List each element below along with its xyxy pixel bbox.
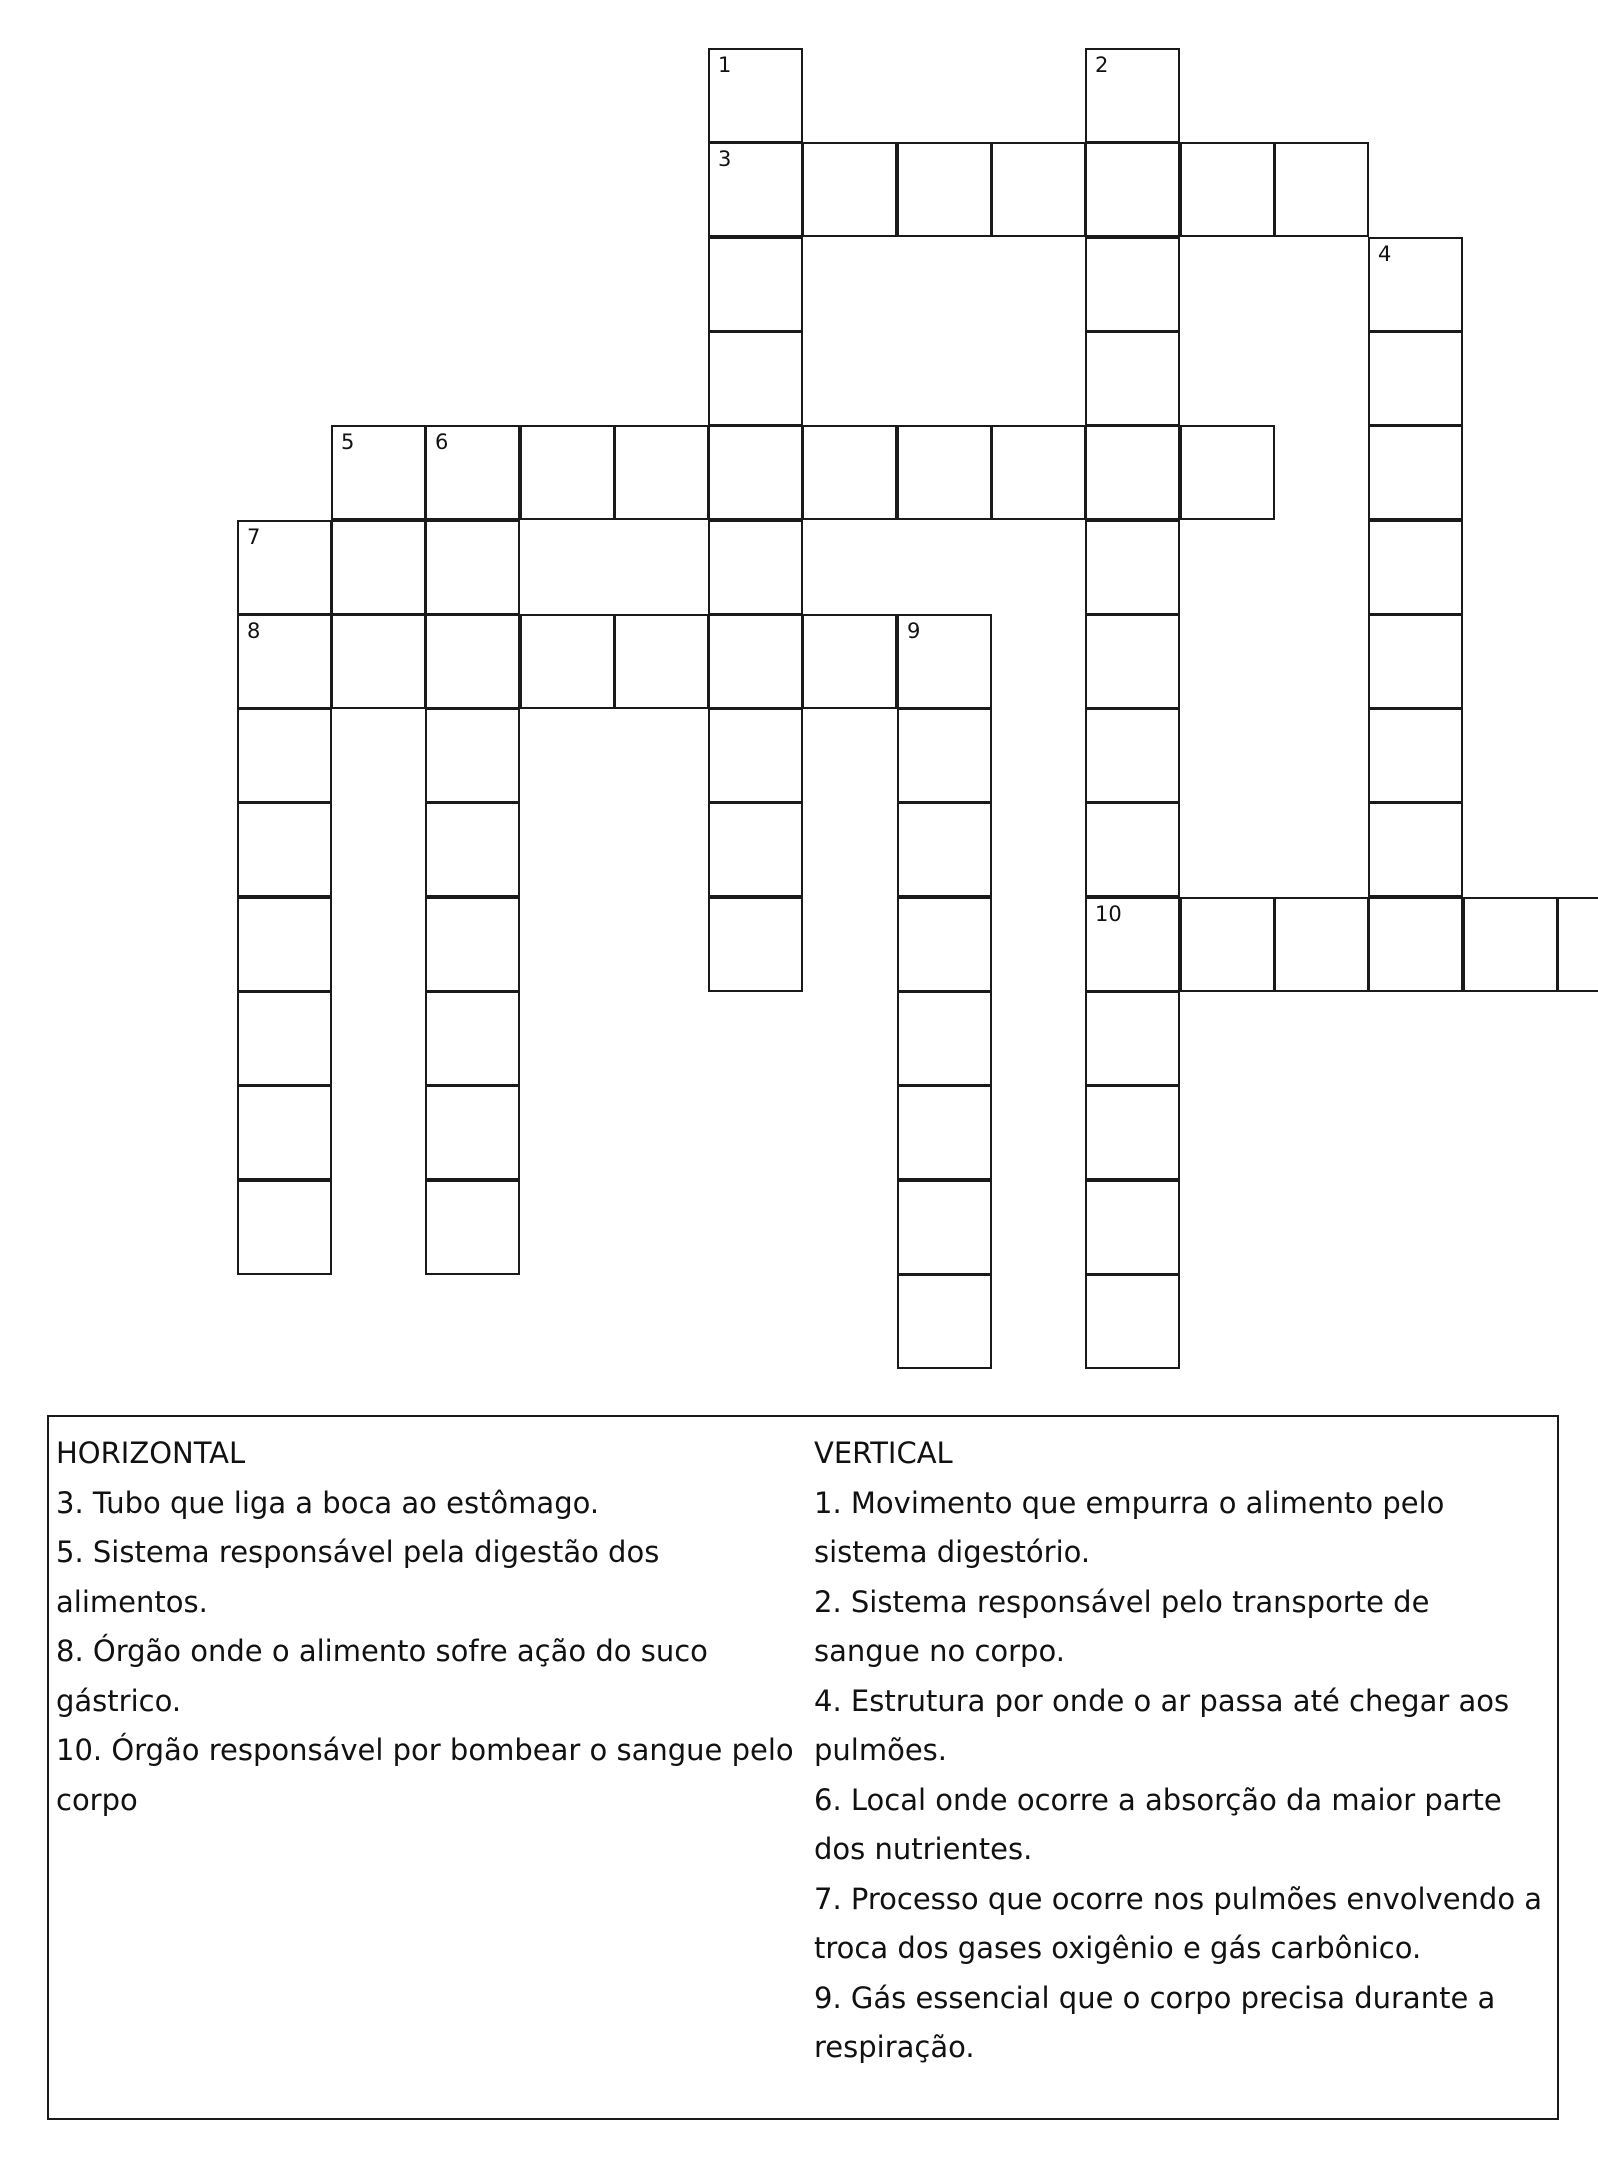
crossword-cell[interactable]: [425, 897, 520, 992]
crossword-cell[interactable]: [708, 331, 803, 426]
crossword-cell[interactable]: [237, 708, 332, 803]
crossword-cell[interactable]: [1085, 1274, 1180, 1369]
crossword-cell[interactable]: [708, 614, 803, 709]
crossword-cell[interactable]: [1085, 802, 1180, 897]
crossword-cell[interactable]: [802, 142, 897, 237]
crossword-cell[interactable]: [1085, 48, 1180, 143]
crossword-cell[interactable]: [237, 897, 332, 992]
crossword-cell[interactable]: [614, 614, 709, 709]
crossword-cell[interactable]: [1085, 614, 1180, 709]
crossword-cell[interactable]: [1085, 237, 1180, 332]
crossword-cell[interactable]: [991, 142, 1086, 237]
crossword-cell[interactable]: [237, 802, 332, 897]
crossword-cell[interactable]: [237, 520, 332, 615]
crossword-cell[interactable]: [897, 142, 992, 237]
crossword-cell[interactable]: [1180, 142, 1275, 237]
crossword-cell[interactable]: [708, 802, 803, 897]
crossword-cell[interactable]: [802, 425, 897, 520]
crossword-cell[interactable]: [897, 708, 992, 803]
crossword-cell[interactable]: [708, 520, 803, 615]
clue-h-10: 10. Órgão responsável por bombear o sangue pelo corpo: [56, 1733, 794, 1817]
crossword-cell[interactable]: [1557, 897, 1598, 992]
crossword-cell[interactable]: [897, 425, 992, 520]
crossword-cell[interactable]: [897, 1085, 992, 1180]
crossword-cell[interactable]: [1368, 708, 1463, 803]
crossword-cell[interactable]: [1085, 142, 1180, 237]
crossword-cell[interactable]: [331, 520, 426, 615]
clue-v-6: 6. Local onde ocorre a absorção da maior parte dos nutrientes.: [814, 1782, 1502, 1866]
clue-number: 2: [1095, 53, 1109, 77]
clue-number: 6: [435, 430, 449, 454]
clue-number: 3: [718, 147, 732, 171]
crossword-cell[interactable]: [802, 614, 897, 709]
crossword-cell[interactable]: [1085, 331, 1180, 426]
crossword-cell[interactable]: [991, 425, 1086, 520]
clue-number: 7: [247, 525, 261, 549]
clue-h-8: 8. Órgão onde o alimento sofre ação do suco gástrico.: [56, 1634, 708, 1718]
crossword-cell[interactable]: [1274, 142, 1369, 237]
crossword-cell[interactable]: [237, 1180, 332, 1275]
crossword-cell[interactable]: [425, 425, 520, 520]
crossword-cell[interactable]: [1085, 1180, 1180, 1275]
crossword-cell[interactable]: [1180, 897, 1275, 992]
crossword-cell[interactable]: [1368, 520, 1463, 615]
crossword-cell[interactable]: [1368, 237, 1463, 332]
clue-v-2: 2. Sistema responsável pelo transporte de sangue no corpo.: [814, 1584, 1430, 1668]
crossword-cell[interactable]: [1368, 331, 1463, 426]
crossword-cell[interactable]: [1463, 897, 1558, 992]
clue-number: 10: [1095, 902, 1122, 926]
vertical-clues: [814, 1429, 1544, 2073]
clues-box: [47, 1415, 1559, 2120]
clue-h-5: 5. Sistema responsável pela digestão dos alimentos.: [56, 1535, 660, 1619]
crossword-cell[interactable]: [237, 614, 332, 709]
crossword-cell[interactable]: [331, 614, 426, 709]
crossword-cell[interactable]: [425, 708, 520, 803]
crossword-cell[interactable]: [425, 1085, 520, 1180]
crossword-cell[interactable]: [708, 237, 803, 332]
crossword-cell[interactable]: [1274, 897, 1369, 992]
crossword-cell[interactable]: [1085, 425, 1180, 520]
clue-number: 8: [247, 619, 261, 643]
crossword-cell[interactable]: [897, 897, 992, 992]
vertical-heading: VERTICAL: [814, 1436, 953, 1470]
crossword-cell[interactable]: [708, 425, 803, 520]
crossword-cell[interactable]: [1085, 897, 1180, 992]
clue-v-7: 7. Processo que ocorre nos pulmões envolvendo a troca dos gases oxigênio e gás carbônico.: [814, 1881, 1543, 1965]
crossword-cell[interactable]: [1368, 425, 1463, 520]
clue-number: 1: [718, 53, 732, 77]
crossword-cell[interactable]: [425, 802, 520, 897]
crossword-cell[interactable]: [1085, 520, 1180, 615]
clue-v-4: 4. Estrutura por onde o ar passa até chegar aos pulmões.: [814, 1683, 1510, 1767]
crossword-cell[interactable]: [614, 425, 709, 520]
crossword-cell[interactable]: [897, 802, 992, 897]
crossword-cell[interactable]: [1085, 708, 1180, 803]
clue-number: 5: [341, 430, 355, 454]
crossword-cell[interactable]: [331, 425, 426, 520]
crossword-cell[interactable]: [1085, 1085, 1180, 1180]
crossword-cell[interactable]: [520, 614, 615, 709]
crossword-cell[interactable]: [425, 991, 520, 1086]
crossword-cell[interactable]: [1180, 425, 1275, 520]
clue-number: 9: [907, 619, 921, 643]
crossword-cell[interactable]: [1085, 991, 1180, 1086]
crossword-cell[interactable]: [425, 520, 520, 615]
crossword-cell[interactable]: [897, 614, 992, 709]
crossword-cell[interactable]: [425, 614, 520, 709]
crossword-cell[interactable]: [708, 897, 803, 992]
clue-number: 4: [1378, 242, 1392, 266]
crossword-cell[interactable]: [708, 708, 803, 803]
crossword-cell[interactable]: [1368, 897, 1463, 992]
horizontal-heading: HORIZONTAL: [56, 1436, 246, 1470]
crossword-cell[interactable]: [708, 142, 803, 237]
crossword-cell[interactable]: [897, 1180, 992, 1275]
horizontal-clues: [56, 1429, 801, 1825]
clue-h-3: 3. Tubo que liga a boca ao estômago.: [56, 1485, 600, 1520]
crossword-cell[interactable]: [708, 48, 803, 143]
crossword-cell[interactable]: [237, 1085, 332, 1180]
clue-v-9: 9. Gás essencial que o corpo precisa durante a respiração.: [814, 1980, 1496, 2064]
crossword-cell[interactable]: [1368, 802, 1463, 897]
crossword-cell[interactable]: [897, 1274, 992, 1369]
crossword-cell[interactable]: [520, 425, 615, 520]
crossword-cell[interactable]: [1368, 614, 1463, 709]
crossword-cell[interactable]: [425, 1180, 520, 1275]
crossword-cell[interactable]: [897, 991, 992, 1086]
crossword-cell[interactable]: [237, 991, 332, 1086]
clue-v-1: 1. Movimento que empurra o alimento pelo sistema digestório.: [814, 1485, 1445, 1569]
